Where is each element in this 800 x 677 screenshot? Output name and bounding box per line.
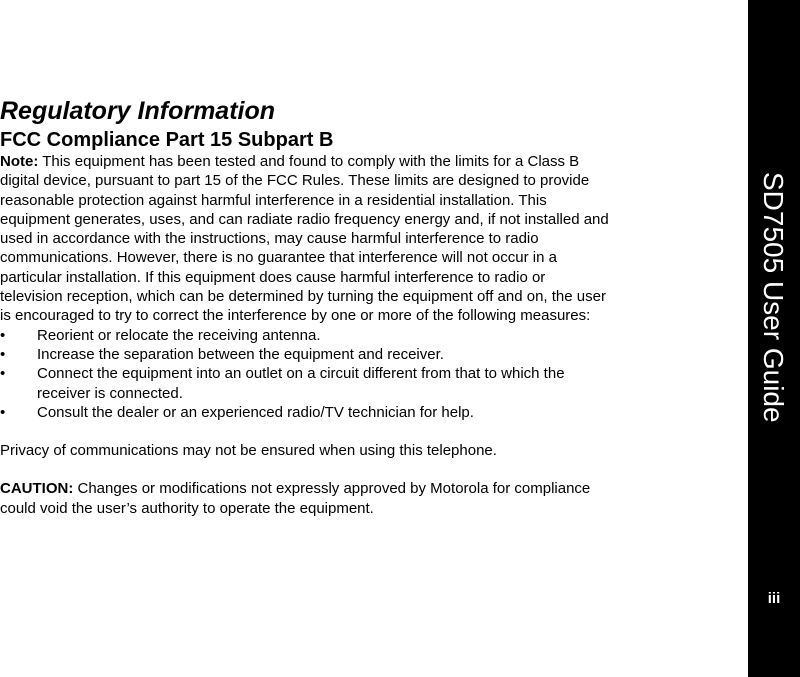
page-content: [0, 94, 700, 518]
list-item-text: Reorient or relocate the receiving antenna.: [37, 326, 321, 344]
note-line: This equipment has been tested and found to comply with the limits for a Class B: [38, 153, 580, 170]
privacy-text: Privacy of communications may not be ensured when using this telephone: [0, 442, 493, 460]
list-item-text: Connect the equipment into an outlet on a circuit different from that to which the: [37, 365, 565, 383]
bullet-icon: •: [0, 403, 6, 421]
list-item-text: receiver is connected.: [37, 384, 183, 402]
caution-line: Changes or modifications not expressly approved by Motorola for compliance: [73, 480, 591, 498]
measures-list: [0, 326, 700, 422]
section-subtitle: FCC Compliance Part 15 Subpart B: [0, 129, 334, 151]
page-number: iii: [767, 590, 781, 607]
note-line: reasonable protection against harmful interference in a residential installation. This: [0, 191, 547, 209]
note-line: communications. However, there is no guarantee that interference will not occur in a: [0, 249, 557, 267]
guide-title: SD7505 User Guide: [758, 172, 789, 423]
list-item-text: Increase the separation between the equipment and receiver.: [37, 345, 444, 363]
list-item: [0, 364, 700, 403]
bullet-icon: •: [0, 326, 6, 344]
caution-paragraph: [0, 479, 700, 518]
list-item: [0, 403, 700, 422]
privacy-period: .: [492, 442, 497, 460]
spacer: [0, 460, 700, 479]
side-tab: [748, 0, 800, 677]
caution-line: could void the user’s authority to operate the equipment.: [0, 499, 374, 517]
note-line: equipment generates, uses, and can radiate radio frequency energy and, if not installed and: [0, 210, 609, 228]
note-line: used in accordance with the instructions, may cause harmful interference to radio: [0, 230, 539, 248]
caution-label: CAUTION:: [0, 480, 74, 498]
note-label: Note:: [0, 153, 39, 170]
list-item-text: Consult the dealer or an experienced radio/TV technician for help.: [37, 403, 474, 421]
privacy-notice: [0, 441, 700, 460]
page-title: Regulatory Information: [0, 97, 276, 125]
bullet-icon: •: [0, 365, 6, 383]
note-paragraph: [0, 152, 700, 326]
note-line: particular installation. If this equipment does cause harmful interference to radio or: [0, 268, 546, 286]
spacer: [0, 422, 700, 441]
note-line: television reception, which can be determined by turning the equipment off and on, the user: [0, 288, 606, 306]
bullet-icon: •: [0, 345, 6, 363]
list-item: [0, 326, 700, 345]
note-line: is encouraged to try to correct the interference by one or more of the following measures:: [0, 307, 591, 325]
note-line: digital device, pursuant to part 15 of the FCC Rules. These limits are designed to provide: [0, 172, 590, 190]
list-item: [0, 345, 700, 364]
